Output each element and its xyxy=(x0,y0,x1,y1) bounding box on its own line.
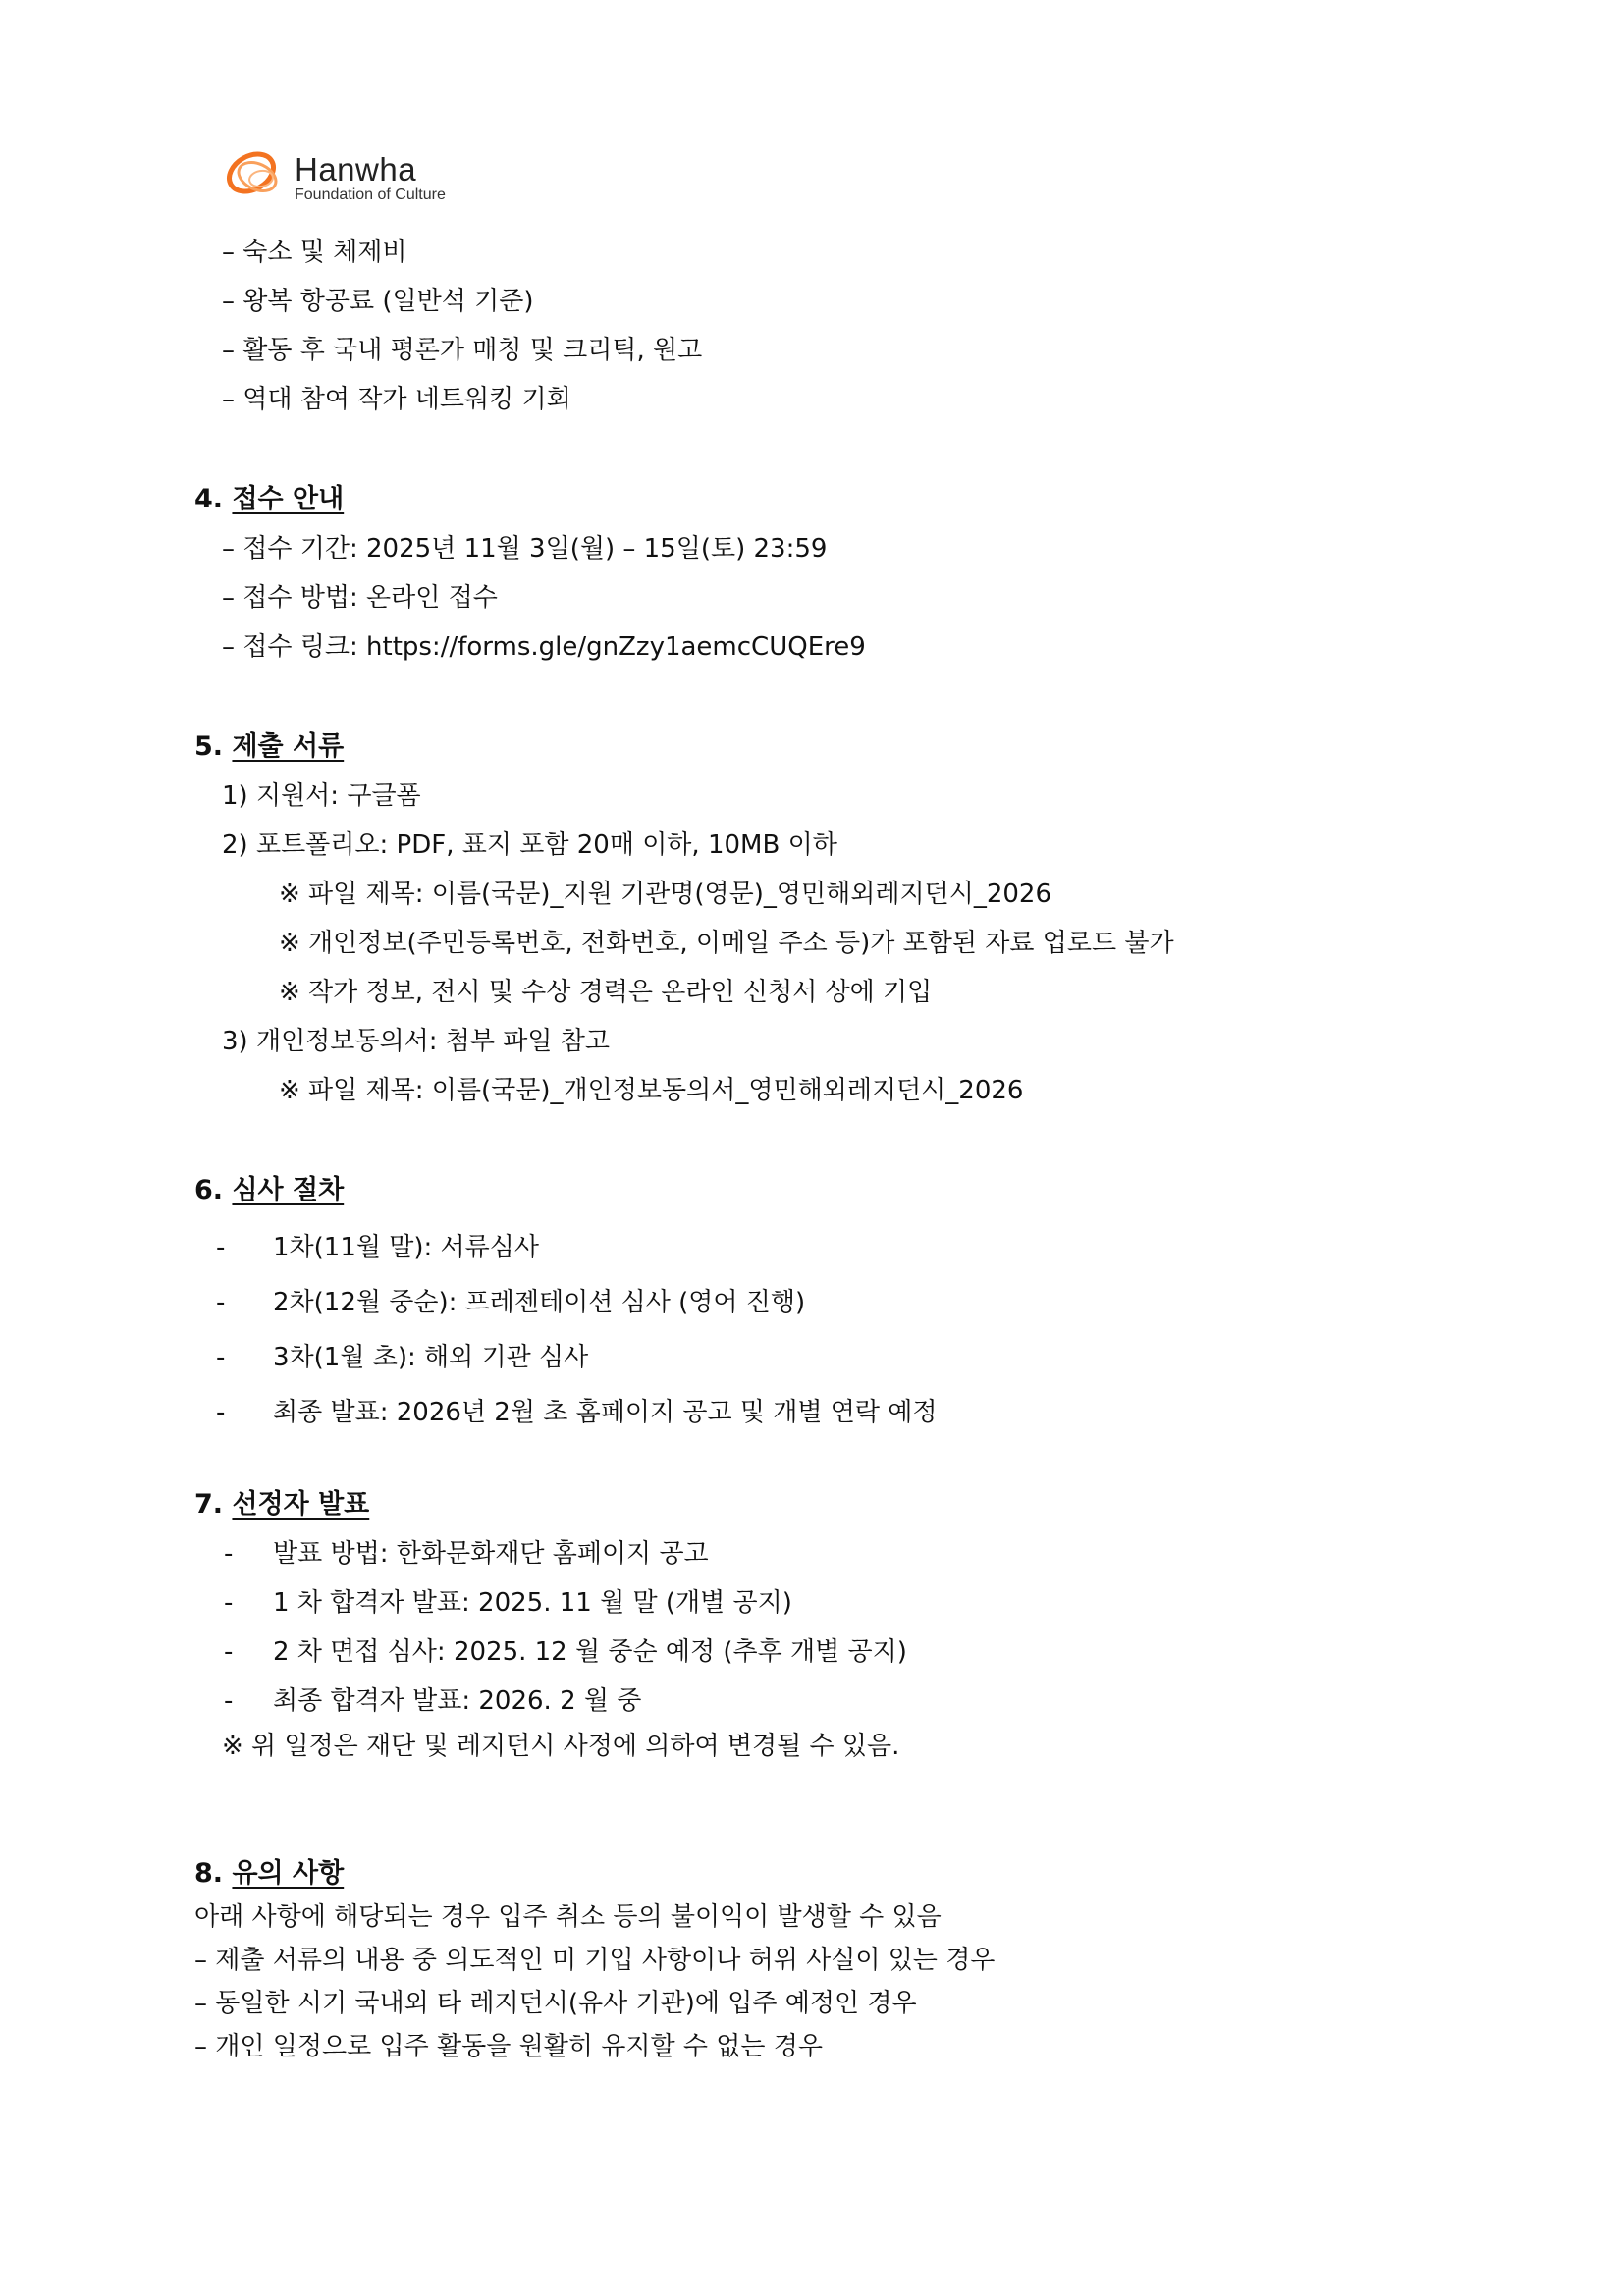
section-6-heading xyxy=(194,1174,344,1207)
caution-item: – 제출 서류의 내용 중 의도적인 미 기입 사항이나 허위 사실이 있는 경우 xyxy=(194,1946,996,1975)
logo-subtitle: Foundation of Culture xyxy=(295,187,446,203)
bullet: - xyxy=(216,1343,226,1372)
bullet: - xyxy=(224,1686,234,1716)
section-5-heading xyxy=(194,730,344,764)
review-step: 3차(1월 초): 해외 기관 심사 xyxy=(273,1343,589,1372)
document-note: ※ 파일 제목: 이름(국문)_지원 기관명(영문)_영민해외레지던시_2026 xyxy=(279,880,1052,909)
announcement-item: 2 차 면접 심사: 2025. 12 월 중순 예정 (추후 개별 공지) xyxy=(273,1637,907,1667)
benefit-item: – 숙소 및 체제비 xyxy=(222,238,407,267)
announcement-item: 발표 방법: 한화문화재단 홈페이지 공고 xyxy=(273,1539,709,1569)
section-title: 심사 절차 xyxy=(232,1175,345,1205)
application-item: – 접수 링크: https://forms.gle/gnZzy1aemcCUQEre9 xyxy=(222,632,866,662)
section-7-heading xyxy=(194,1488,369,1522)
document-note: ※ 개인정보(주민등록번호, 전화번호, 이메일 주소 등)가 포함된 자료 업로드 불가 xyxy=(279,929,1174,958)
announcement-item: 최종 합격자 발표: 2026. 2 월 중 xyxy=(273,1686,642,1716)
review-step: 최종 발표: 2026년 2월 초 홈페이지 공고 및 개별 연락 예정 xyxy=(273,1398,938,1427)
logo-name: Hanwha xyxy=(295,151,417,187)
schedule-note: ※ 위 일정은 재단 및 레지던시 사정에 의하여 변경될 수 있음. xyxy=(222,1732,900,1761)
document-item: 2) 포트폴리오: PDF, 표지 포함 20매 이하, 10MB 이하 xyxy=(222,830,837,860)
bullet: - xyxy=(216,1398,226,1427)
document-note: ※ 작가 정보, 전시 및 수상 경력은 온라인 신청서 상에 기입 xyxy=(279,978,933,1007)
section-4-heading xyxy=(194,483,344,516)
benefit-item: – 활동 후 국내 평론가 매칭 및 크리틱, 원고 xyxy=(222,336,703,365)
section-number: 7. xyxy=(194,1489,224,1520)
section-number: 8. xyxy=(194,1858,224,1889)
caution-intro: 아래 사항에 해당되는 경우 입주 취소 등의 불이익이 발생할 수 있음 xyxy=(194,1902,942,1932)
section-title: 선정자 발표 xyxy=(232,1489,370,1520)
announcement-item: 1 차 합격자 발표: 2025. 11 월 말 (개별 공지) xyxy=(273,1588,792,1618)
application-item: – 접수 기간: 2025년 11월 3일(월) – 15일(토) 23:59 xyxy=(222,534,828,563)
document-note: ※ 파일 제목: 이름(국문)_개인정보동의서_영민해외레지던시_2026 xyxy=(279,1076,1024,1105)
bullet: - xyxy=(216,1233,226,1262)
section-number: 6. xyxy=(194,1175,224,1205)
section-number: 5. xyxy=(194,731,224,762)
section-title: 유의 사항 xyxy=(232,1858,345,1889)
application-item: – 접수 방법: 온라인 접수 xyxy=(222,583,498,613)
review-step: 1차(11월 말): 서류심사 xyxy=(273,1233,540,1262)
document-item: 1) 지원서: 구글폼 xyxy=(222,781,421,811)
section-number: 4. xyxy=(194,484,224,514)
hanwha-logo-icon xyxy=(222,143,291,212)
section-title: 제출 서류 xyxy=(232,731,345,762)
benefit-item: – 왕복 항공료 (일반석 기준) xyxy=(222,287,534,316)
document-item: 3) 개인정보동의서: 첨부 파일 참고 xyxy=(222,1027,611,1056)
caution-item: – 개인 일정으로 입주 활동을 원활히 유지할 수 없는 경우 xyxy=(194,2032,823,2061)
hanwha-logo xyxy=(222,143,507,212)
section-8-heading xyxy=(194,1857,344,1891)
bullet: - xyxy=(224,1637,234,1667)
review-step: 2차(12월 중순): 프레젠테이션 심사 (영어 진행) xyxy=(273,1288,806,1317)
caution-item: – 동일한 시기 국내외 타 레지던시(유사 기관)에 입주 예정인 경우 xyxy=(194,1989,917,2018)
section-title: 접수 안내 xyxy=(232,484,345,514)
benefit-item: – 역대 참여 작가 네트워킹 기회 xyxy=(222,385,571,414)
bullet: - xyxy=(216,1288,226,1317)
bullet: - xyxy=(224,1539,234,1569)
bullet: - xyxy=(224,1588,234,1618)
